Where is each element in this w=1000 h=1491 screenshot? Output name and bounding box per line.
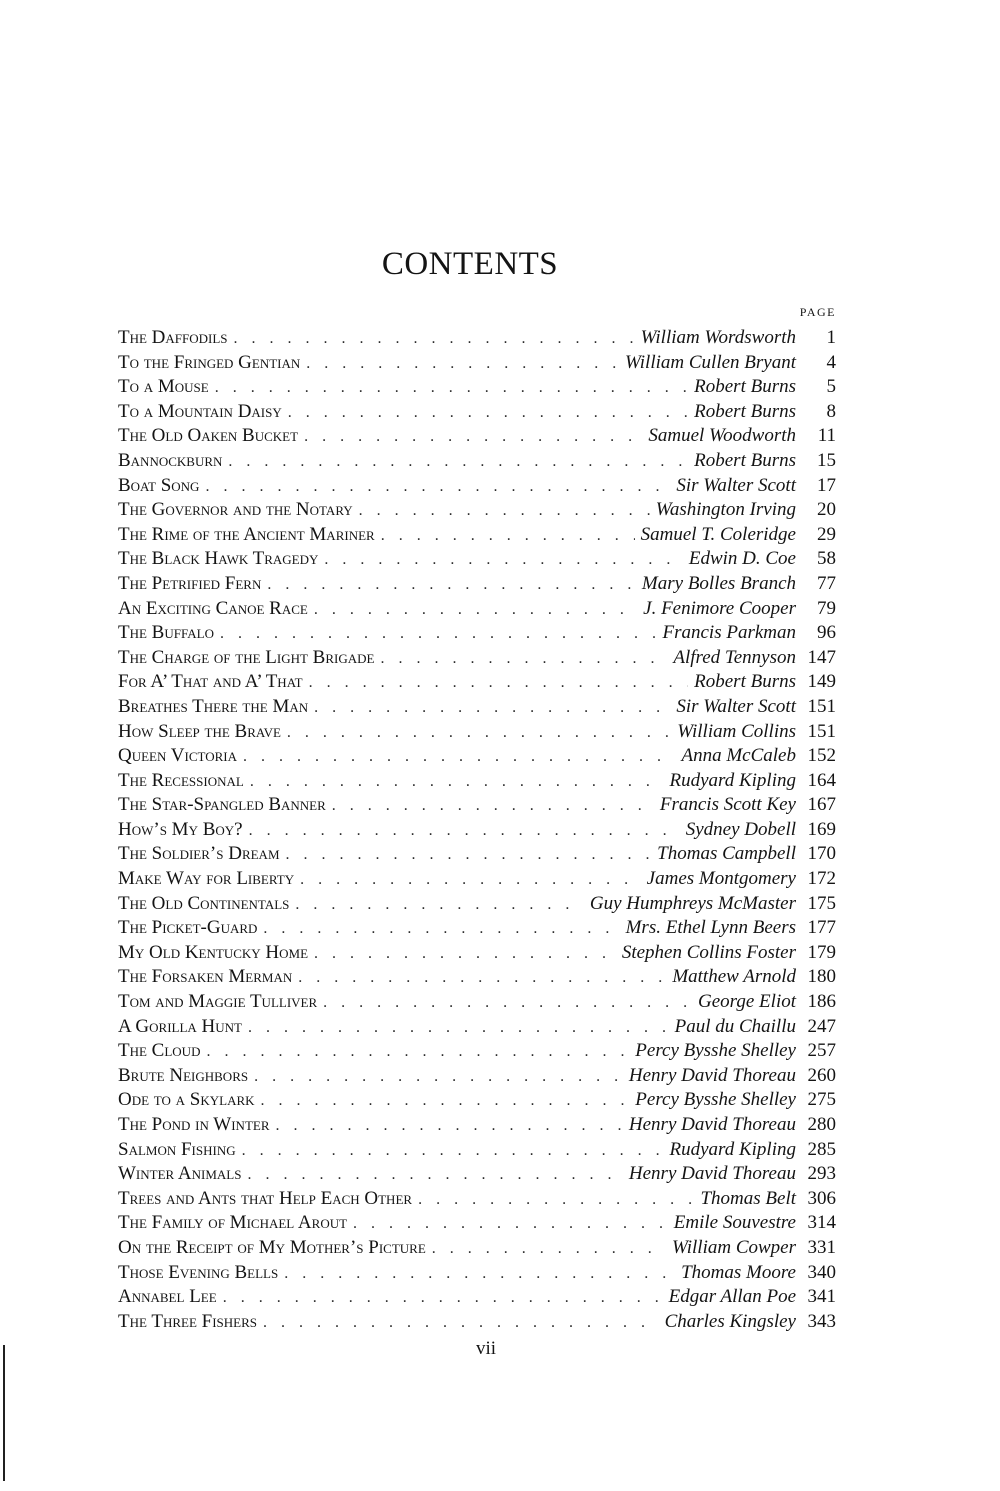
- entry-title: To a Mountain Daisy: [118, 400, 282, 422]
- entry-page-number: 257: [807, 1040, 836, 1062]
- entry-title: The Recessional: [118, 769, 244, 791]
- entry-author: Thomas Moore: [681, 1261, 796, 1283]
- dot-leader: [215, 376, 688, 401]
- entry-title: The Soldier’s Dream: [118, 843, 280, 865]
- dot-leader: [286, 843, 652, 868]
- entry-author: Henry David Thoreau: [628, 1114, 796, 1135]
- entry-page-number: 285: [807, 1138, 836, 1160]
- toc-entry: [118, 400, 836, 425]
- dot-leader: [220, 622, 657, 647]
- dot-leader: [267, 573, 636, 598]
- entry-author: Henry David Thoreau: [628, 1163, 796, 1185]
- entry-title: The Picket-Guard: [118, 917, 258, 939]
- entry-author: Francis Parkman: [662, 622, 796, 644]
- dot-leader: [314, 598, 637, 623]
- entry-title: For A’ That and A’ That: [118, 671, 303, 693]
- toc-entry: [118, 1088, 836, 1113]
- entry-author: Robert Burns: [694, 449, 796, 471]
- dot-leader: [242, 1139, 664, 1164]
- entry-page-number: 147: [807, 646, 836, 668]
- toc-entry: [118, 474, 836, 499]
- table-of-contents: [118, 326, 836, 1334]
- toc-entry: [118, 793, 836, 818]
- toc-entry: [118, 572, 836, 597]
- entry-author: Thomas Belt: [700, 1187, 796, 1209]
- dot-leader: [332, 794, 654, 819]
- entry-title: Brute Neighbors: [118, 1064, 249, 1086]
- entry-page-number: 4: [826, 351, 836, 373]
- toc-entry: [118, 1162, 836, 1187]
- dot-leader: [276, 1114, 623, 1139]
- entry-page-number: 260: [807, 1064, 836, 1086]
- entry-page-number: 5: [826, 376, 836, 398]
- entry-page-number: 77: [817, 572, 836, 594]
- dot-leader: [288, 401, 688, 426]
- entry-page-number: 179: [807, 941, 836, 963]
- dot-leader: [228, 450, 688, 475]
- entry-title: Bannockburn: [118, 449, 223, 471]
- toc-entry: [118, 941, 836, 966]
- toc-entry: [118, 1187, 836, 1212]
- entry-page-number: 186: [807, 991, 836, 1013]
- dot-leader: [287, 721, 671, 746]
- dot-leader: [300, 868, 641, 893]
- entry-author: Rudyard Kipling: [669, 1138, 796, 1160]
- entry-title: The Cloud: [118, 1040, 201, 1062]
- toc-entry: [118, 769, 836, 794]
- entry-author: William Collins: [677, 720, 796, 742]
- entry-page-number: 247: [807, 1015, 836, 1037]
- entry-page-number: 29: [817, 523, 836, 545]
- entry-page-number: 151: [807, 720, 836, 742]
- entry-author: James Montgomery: [646, 868, 796, 890]
- entry-author: Robert Burns: [694, 376, 796, 398]
- dot-leader: [418, 1188, 694, 1213]
- entry-page-number: 58: [817, 548, 836, 570]
- toc-entry: [118, 720, 836, 745]
- toc-entry: [118, 1261, 836, 1286]
- toc-entry: [118, 744, 836, 769]
- entry-title: The Rime of the Ancient Mariner: [118, 523, 375, 545]
- entry-title: The Family of Michael Arout: [118, 1212, 348, 1234]
- entry-page-number: 306: [807, 1187, 836, 1209]
- toc-entry: [118, 621, 836, 646]
- entry-title: Make Way for Liberty: [118, 868, 295, 890]
- entry-page-number: 1: [826, 327, 836, 348]
- entry-author: George Eliot: [698, 991, 796, 1013]
- entry-title: An Exciting Canoe Race: [118, 597, 308, 619]
- toc-entry: [118, 597, 836, 622]
- toc-entry: [118, 375, 836, 400]
- entry-title: To the Fringed Gentian: [118, 351, 301, 373]
- entry-author: Edwin D. Coe: [688, 548, 796, 570]
- entry-title: The Charge of the Light Brigade: [118, 646, 375, 668]
- entry-author: Mrs. Ethel Lynn Beers: [625, 917, 796, 939]
- entry-author: Rudyard Kipling: [669, 769, 796, 791]
- dot-leader: [324, 548, 682, 573]
- entry-author: Samuel Woodworth: [648, 425, 796, 447]
- entry-title: The Petrified Fern: [118, 572, 262, 594]
- entry-page-number: 172: [807, 868, 836, 890]
- dot-leader: [304, 425, 642, 450]
- entry-page-number: 164: [807, 769, 836, 791]
- page-folio: vii: [475, 1338, 497, 1359]
- dot-leader: [205, 475, 670, 500]
- entry-title: Queen Victoria: [118, 745, 237, 767]
- toc-entry: [118, 892, 836, 917]
- entry-title: Salmon Fishing: [118, 1138, 236, 1160]
- entry-title: The Star-Spangled Banner: [118, 794, 326, 816]
- dot-leader: [323, 991, 692, 1016]
- entry-author: Charles Kingsley: [664, 1310, 796, 1332]
- entry-title: The Black Hawk Tragedy: [118, 548, 319, 570]
- entry-author: Alfred Tennyson: [673, 646, 796, 668]
- entry-author: William Cullen Bryant: [625, 351, 796, 373]
- dot-leader: [263, 917, 619, 942]
- toc-entry: [118, 818, 836, 843]
- toc-entry: [118, 1138, 836, 1163]
- entry-page-number: 293: [807, 1163, 836, 1185]
- dot-leader: [306, 352, 619, 377]
- toc-entry: [118, 842, 836, 867]
- dot-leader: [243, 745, 675, 770]
- entry-title: My Old Kentucky Home: [118, 941, 309, 963]
- entry-page-number: 8: [826, 400, 836, 422]
- toc-entry: [118, 1211, 836, 1236]
- dot-leader: [206, 1040, 629, 1065]
- page-title: CONTENTS: [381, 246, 559, 282]
- entry-page-number: 275: [807, 1089, 836, 1111]
- entry-author: Paul du Chaillu: [674, 1015, 796, 1037]
- dot-leader: [359, 499, 650, 524]
- dot-leader: [432, 1237, 666, 1262]
- entry-author: Robert Burns: [694, 400, 796, 422]
- entry-author: Edgar Allan Poe: [668, 1286, 796, 1308]
- dot-leader: [314, 942, 616, 967]
- entry-page-number: 314: [807, 1212, 836, 1234]
- dot-leader: [223, 1286, 663, 1311]
- toc-entry: [118, 670, 836, 695]
- toc-entry: [118, 867, 836, 892]
- toc-entry: [118, 1113, 836, 1138]
- dot-leader: [314, 696, 670, 721]
- entry-page-number: 341: [807, 1286, 836, 1308]
- entry-title: The Old Oaken Bucket: [118, 425, 299, 447]
- entry-page-number: 170: [807, 843, 836, 865]
- entry-page-number: 331: [807, 1236, 836, 1258]
- dot-leader: [250, 770, 664, 795]
- entry-author: Robert Burns: [694, 671, 796, 693]
- entry-title: A Gorilla Hunt: [118, 1015, 242, 1037]
- toc-entry: [118, 646, 836, 671]
- entry-title: Breathes There the Man: [118, 695, 309, 717]
- entry-page-number: 167: [807, 794, 836, 816]
- dot-leader: [298, 966, 666, 991]
- entry-author: William Wordsworth: [640, 327, 796, 348]
- entry-title: The Pond in Winter: [118, 1114, 270, 1135]
- entry-page-number: 177: [807, 917, 836, 939]
- entry-page-number: 96: [817, 622, 836, 644]
- entry-title: How Sleep the Brave: [118, 720, 281, 742]
- toc-entry: [118, 965, 836, 990]
- toc-entry: [118, 1039, 836, 1064]
- entry-title: How’s My Boy?: [118, 818, 243, 840]
- dot-leader: [295, 893, 583, 918]
- entry-title: Those Evening Bells: [118, 1261, 279, 1283]
- dot-leader: [380, 647, 667, 672]
- entry-title: Trees and Ants that Help Each Other: [118, 1187, 413, 1209]
- entry-author: Guy Humphreys McMaster: [589, 892, 796, 914]
- entry-title: Annabel Lee: [118, 1286, 217, 1308]
- entry-title: Tom and Maggie Tulliver: [118, 991, 318, 1013]
- entry-page-number: 280: [807, 1114, 836, 1135]
- entry-page-number: 149: [807, 671, 836, 693]
- entry-page-number: 79: [817, 597, 836, 619]
- entry-author: Sir Walter Scott: [676, 474, 796, 496]
- entry-page-number: 17: [817, 474, 836, 496]
- entry-author: Sir Walter Scott: [676, 695, 796, 717]
- entry-page-number: 151: [807, 695, 836, 717]
- entry-title: The Buffalo: [118, 622, 214, 644]
- toc-entry: [118, 1015, 836, 1040]
- entry-author: J. Fenimore Cooper: [643, 597, 796, 619]
- entry-page-number: 169: [807, 818, 836, 840]
- entry-author: Emile Souvestre: [673, 1212, 796, 1234]
- entry-page-number: 11: [817, 425, 836, 447]
- toc-entry: [118, 1310, 836, 1335]
- entry-page-number: 340: [807, 1261, 836, 1283]
- entry-author: Henry David Thoreau: [628, 1064, 796, 1086]
- toc-entry: [118, 523, 836, 548]
- dot-leader: [254, 1065, 623, 1090]
- toc-entry: [118, 326, 836, 351]
- entry-page-number: 343: [807, 1310, 836, 1332]
- entry-author: Thomas Campbell: [657, 843, 796, 865]
- toc-entry: [118, 498, 836, 523]
- entry-title: The Old Continentals: [118, 892, 290, 914]
- toc-entry: [118, 449, 836, 474]
- entry-author: William Cowper: [671, 1236, 796, 1258]
- page-column-label: PAGE: [799, 305, 836, 319]
- dot-leader: [234, 327, 635, 352]
- toc-entry: [118, 695, 836, 720]
- entry-author: Samuel T. Coleridge: [640, 523, 796, 545]
- toc-entry: [118, 424, 836, 449]
- toc-entry: [118, 1064, 836, 1089]
- dot-leader: [248, 1016, 669, 1041]
- entry-title: The Daffodils: [118, 327, 228, 348]
- entry-title: Boat Song: [118, 474, 200, 496]
- entry-title: Ode to a Skylark: [118, 1089, 255, 1111]
- dot-leader: [249, 819, 680, 844]
- entry-title: The Forsaken Merman: [118, 966, 293, 988]
- entry-page-number: 152: [807, 745, 836, 767]
- entry-author: Percy Bysshe Shelley: [635, 1040, 796, 1062]
- entry-author: Anna McCaleb: [681, 745, 796, 767]
- entry-author: Francis Scott Key: [659, 794, 796, 816]
- toc-entry: [118, 916, 836, 941]
- entry-title: On the Receipt of My Mother’s Picture: [118, 1236, 426, 1258]
- entry-author: Washington Irving: [655, 499, 796, 521]
- dot-leader: [309, 671, 689, 696]
- entry-title: Winter Animals: [118, 1163, 242, 1185]
- dot-leader: [353, 1212, 668, 1237]
- toc-entry: [118, 351, 836, 376]
- entry-author: Matthew Arnold: [672, 966, 796, 988]
- entry-author: Sydney Dobell: [685, 818, 796, 840]
- entry-title: The Three Fishers: [118, 1310, 257, 1332]
- entry-author: Stephen Collins Foster: [621, 941, 796, 963]
- toc-entry: [118, 547, 836, 572]
- entry-page-number: 20: [817, 499, 836, 521]
- entry-author: Percy Bysshe Shelley: [635, 1089, 796, 1111]
- dot-leader: [247, 1163, 622, 1188]
- toc-entry: [118, 1285, 836, 1310]
- entry-title: To a Mouse: [118, 376, 209, 398]
- entry-page-number: 15: [817, 449, 836, 471]
- toc-entry: [118, 1236, 836, 1261]
- toc-entry: [118, 990, 836, 1015]
- dot-leader: [284, 1262, 675, 1287]
- dot-leader: [381, 524, 635, 549]
- entry-title: The Governor and the Notary: [118, 499, 353, 521]
- dot-leader: [261, 1089, 630, 1114]
- entry-page-number: 175: [807, 892, 836, 914]
- entry-page-number: 180: [807, 966, 836, 988]
- entry-author: Mary Bolles Branch: [641, 572, 796, 594]
- margin-scan-mark: [3, 1345, 5, 1481]
- dot-leader: [263, 1311, 659, 1336]
